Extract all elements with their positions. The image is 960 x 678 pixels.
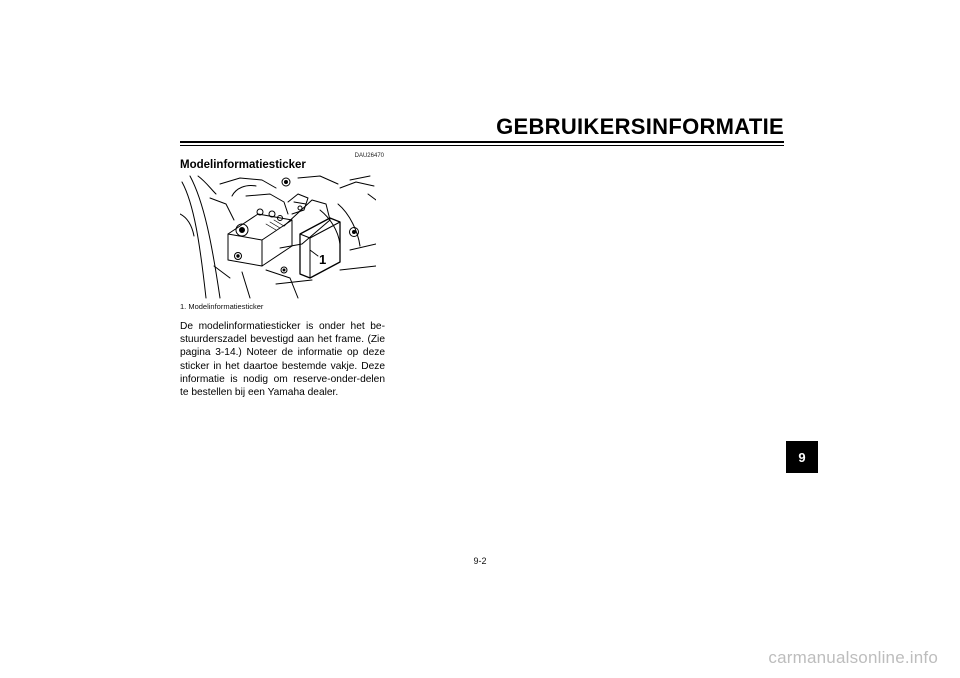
page-number: 9-2 [473, 556, 487, 566]
figure-callout-number: 1 [319, 252, 327, 267]
watermark: carmanualsonline.info [768, 648, 938, 667]
body-paragraph: De modelinformatiesticker is onder het be-stuurderszadel bevestigd aan het frame. (Zie pagina 3-14.) Noteer de informatie op deze sticker in het daartoe bestemde vakje. Deze informatie is nodig om reserve-onder-delen te bestellen bij een Yamaha dealer. [180, 321, 385, 399]
header-rule-thick [180, 141, 784, 143]
chapter-tab: 9 [786, 441, 818, 473]
page-header-title: GEBRUIKERSINFORMATIE [496, 114, 784, 139]
motorcycle-frame-illustration [180, 174, 376, 299]
document-code: DAU26470 [354, 153, 384, 159]
header-rule-thin [180, 145, 784, 146]
figure-caption: 1. Modelinformatiesticker [180, 302, 264, 311]
section-heading: Modelinformatiesticker [180, 159, 306, 171]
